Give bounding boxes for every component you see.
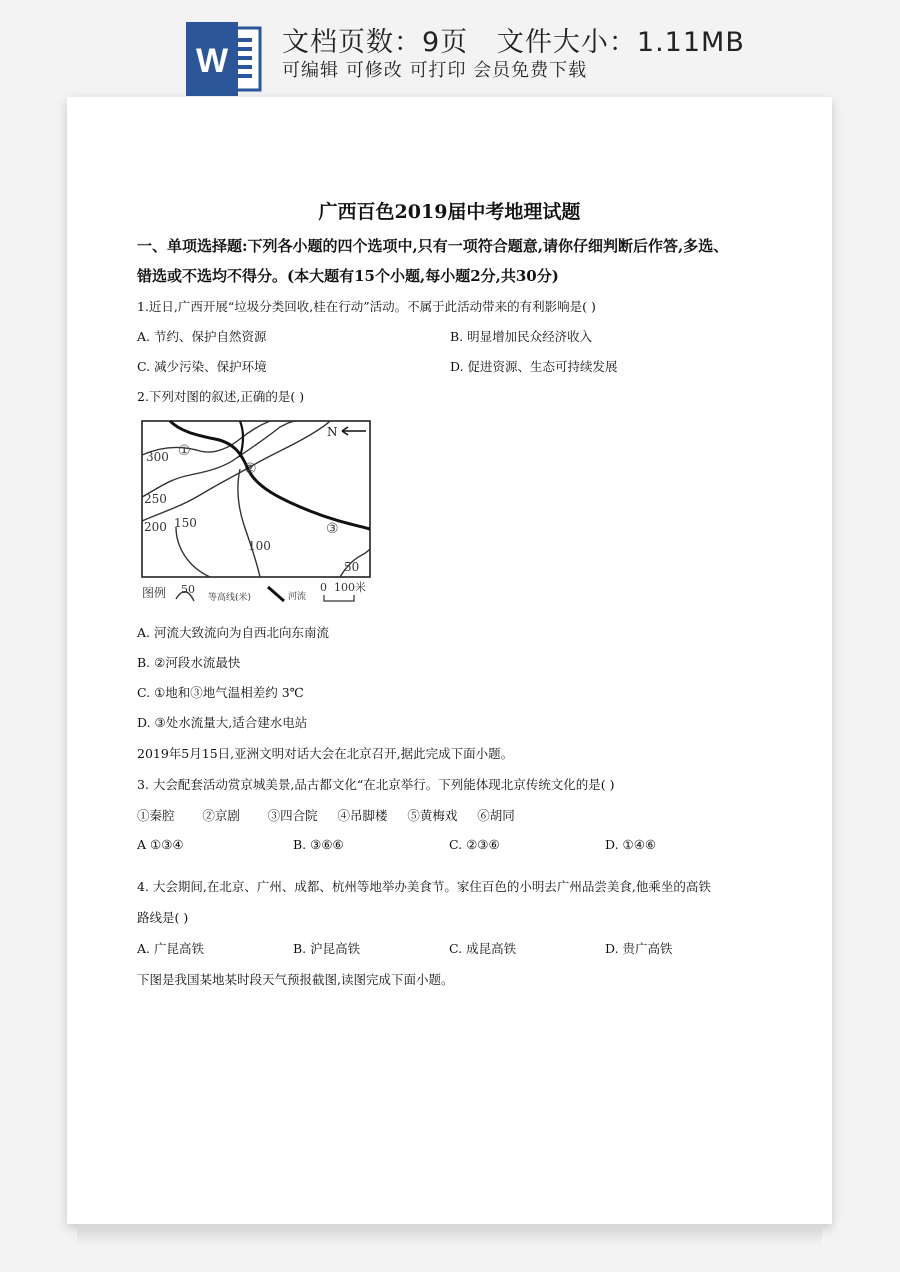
download-banner [0,0,900,100]
file-info-subtitle: 可编辑 可修改 可打印 会员免费下载 [282,60,588,81]
word-icon-letter: W [195,42,229,80]
question-4-option-a: A. 广昆高铁 [137,941,204,956]
question-4-option-b: B. 沪昆高铁 [293,941,361,956]
question-3-option-b: B. ③⑥⑥ [293,837,344,852]
map-label-200: 200 [144,520,167,534]
legend-contour-label: 等高线(米) [208,593,252,603]
question-2-option-b: B. ②河段水流最快 [137,655,241,670]
question-3-option-a: A ①③④ [137,837,184,852]
map-label-100: 100 [248,539,271,553]
document-page [67,97,832,1224]
scale-bar [324,595,354,601]
question-1-option-b: B. 明显增加民众经济收入 [450,329,593,344]
contour-100 [238,469,260,577]
question-1-option-d: D. 促进资源、生态可持续发展 [450,359,618,374]
passage-2: 下图是我国某地某时段天气预报截图,读图完成下面小题。 [137,972,454,987]
map-label-point2: ② [244,461,257,477]
section-heading-line1: 一、单项选择题:下列各小题的四个选项中,只有一项符合题意,请你仔细判断后作答,多选、 [137,237,729,255]
question-3-option-c: C. ②③⑥ [449,837,500,852]
map-label-50: 50 [344,560,360,574]
map-label-250: 250 [144,492,167,506]
question-3-option-d: D. ①④⑥ [605,837,657,852]
river-main [170,421,370,529]
map-label-north: N [327,425,338,439]
question-3-stem: 3. 大会配套活动赏京城美景,品古都文化“在北京举行。下列能体现北京传统文化的是( ) [137,777,615,792]
map-label-point1: ① [178,443,191,459]
question-2-option-c: C. ①地和③地气温相差约 3℃ [137,685,304,700]
word-document-icon [186,22,266,96]
question-2-option-d: D. ③处水流量大,适合建水电站 [137,715,308,730]
question-3-items: ①秦腔 ②京剧 ③四合院 ④吊脚楼 ⑤黄梅戏 ⑥胡同 [137,808,515,823]
legend-contour-value: 50 [181,583,195,596]
question-2-option-a: A. 河流大致流向为自西北向东南流 [137,625,329,640]
map-label-150: 150 [174,516,197,530]
scale-end-label: 100米 [334,581,366,594]
contour-200 [142,421,330,521]
question-1-option-c: C. 减少污染、保护环境 [137,359,267,374]
legend-river-icon [268,587,284,601]
map-label-300: 300 [146,450,169,464]
question-4-stem-line1: 4. 大会期间,在北京、广州、成都、杭州等地举办美食节。家住百色的小明去广州品尝美食,他乘坐的高铁 [137,879,711,894]
file-info-title: 文档页数：9页 文件大小：1.11MB [282,27,745,58]
page-bottom-shadow [77,1224,822,1246]
contour-map-figure [140,417,378,607]
legend-river-label: 河流 [288,592,307,602]
passage-1: 2019年5月15日,亚洲文明对话大会在北京召开,据此完成下面小题。 [137,746,514,761]
section-heading-line2: 错选或不选均不得分。(本大题有15个小题,每小题2分,共30分) [137,267,559,285]
question-4-option-c: C. 成昆高铁 [449,941,517,956]
legend-title: 图例 [142,586,167,600]
question-2-stem: 2.下列对图的叙述,正确的是( ) [137,389,305,404]
question-4-stem-line2: 路线是( ) [137,910,189,925]
question-1-option-a: A. 节约、保护自然资源 [137,329,267,344]
map-label-point3: ③ [326,521,339,537]
question-1-stem: 1.近日,广西开展“垃圾分类回收,桂在行动”活动。不属于此活动带来的有利影响是( ) [137,299,596,314]
scale-zero-label: 0 [320,581,327,594]
document-title: 广西百色2019届中考地理试题 [318,201,581,223]
contour-150 [176,527,210,577]
question-4-option-d: D. 贵广高铁 [605,941,673,956]
